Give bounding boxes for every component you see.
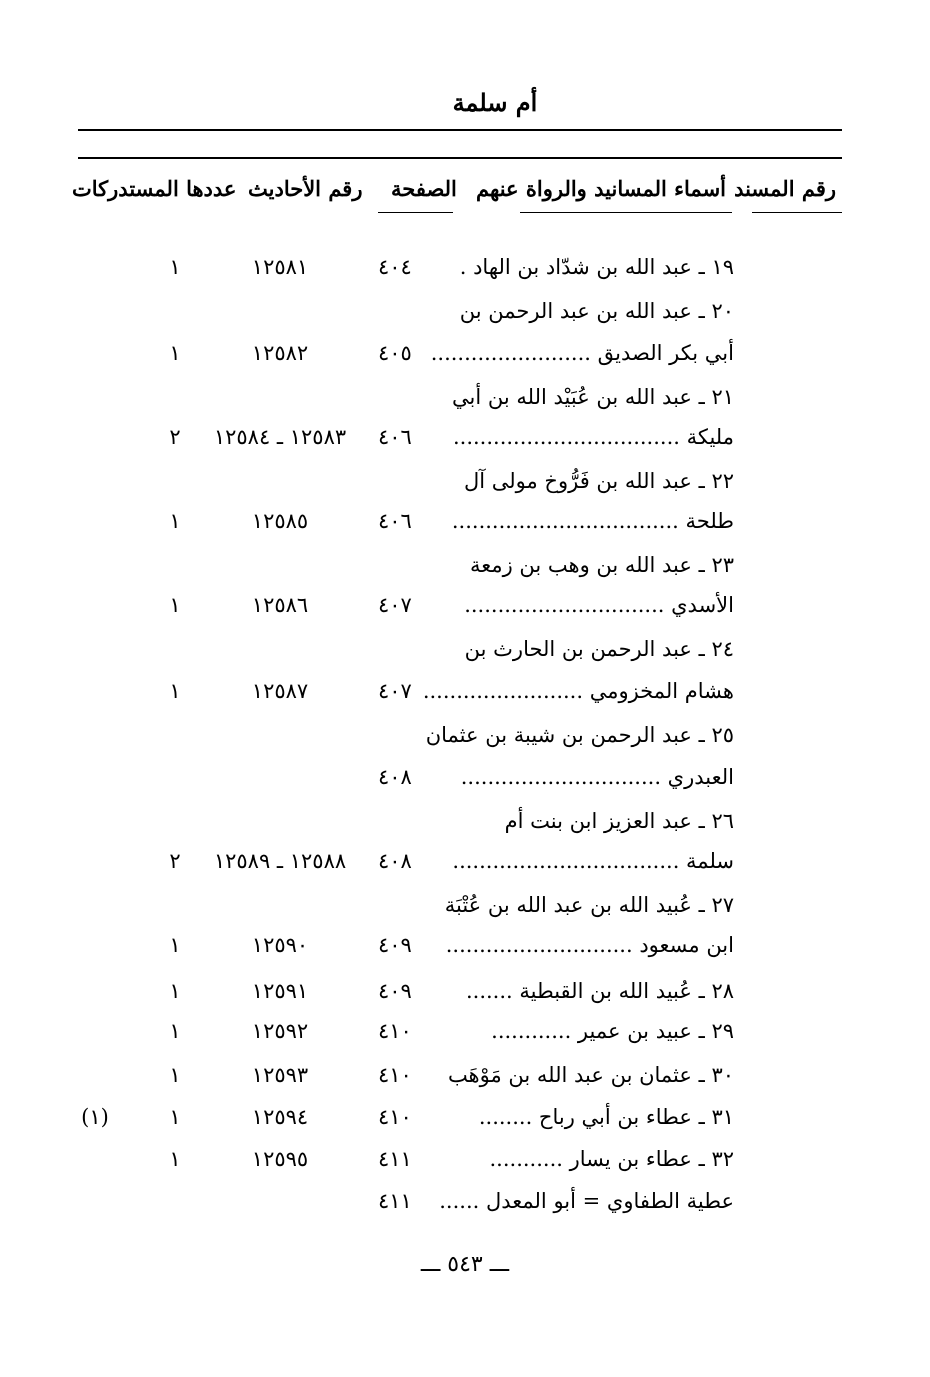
row-name: ٢١ ـ عبد الله بن عُبَيْد الله بن أبي (452, 385, 734, 409)
header-musnad-number: رقم المسند (734, 176, 836, 201)
row-count: ١ (169, 933, 181, 957)
row-hadith-numbers: ١٢٥٩١ (251, 979, 309, 1003)
row-page: ٤٠٧ (378, 593, 412, 617)
row-count: ١ (169, 979, 181, 1003)
running-head: أم سلمة (452, 88, 538, 117)
header-hadith-numbers: رقم الأحاديث (248, 176, 363, 201)
row-hadith-numbers: ١٢٥٩٢ (251, 1019, 309, 1043)
row-count: ١ (169, 255, 181, 279)
row-page: ٤٠٥ (378, 341, 412, 365)
row-count: ١ (169, 1019, 181, 1043)
row-hadith-numbers: ١٢٥٨٨ ـ ١٢٥٨٩ (213, 849, 347, 873)
row-name: ٢٧ ـ عُبيد الله بن عبد الله بن عُتْبَة (444, 893, 734, 917)
row-name: ١٩ ـ عبد الله بن شدّاد بن الهاد . (459, 255, 734, 279)
row-name: طلحة .................................. (451, 509, 734, 533)
row-hadith-numbers: ١٢٥٨٧ (251, 679, 309, 703)
folio-number: ـــ ٥٤٣ ـــ (420, 1252, 510, 1277)
row-name: عطية الطفاوي = أبو المعدل ...... (439, 1189, 734, 1213)
row-count: ١ (169, 1147, 181, 1171)
header-rule (78, 157, 842, 159)
row-hadith-numbers: ١٢٥٩٥ (251, 1147, 309, 1171)
row-page: ٤٠٩ (378, 979, 412, 1003)
row-name: ٢٦ ـ عبد العزيز ابن بنت أم (504, 809, 734, 833)
row-count: ١ (169, 679, 181, 703)
header-underline-page (378, 212, 453, 213)
row-hadith-numbers: ١٢٥٨٦ (251, 593, 309, 617)
row-count: ١ (169, 1063, 181, 1087)
header-count-mustadrakat: عددها المستدركات (72, 176, 237, 201)
row-name: ٢٣ ـ عبد الله بن وهب بن زمعة (469, 553, 734, 577)
row-page: ٤١١ (378, 1147, 412, 1171)
row-count: ٢ (169, 849, 181, 873)
row-page: ٤١٠ (378, 1105, 412, 1129)
header-underline-musnad (752, 212, 842, 213)
row-page: ٤٠٤ (378, 255, 412, 279)
row-name: هشام المخزومي ........................ (422, 679, 734, 703)
row-hadith-numbers: ١٢٥٩٠ (251, 933, 309, 957)
row-name: أبي بكر الصديق ........................ (430, 341, 734, 365)
row-name: ٣١ ـ عطاء بن أبي رباح ........ (478, 1105, 734, 1129)
row-count: ٢ (169, 425, 181, 449)
row-page: ٤٠٨ (378, 765, 412, 789)
row-hadith-numbers: ١٢٥٩٣ (251, 1063, 309, 1087)
row-page: ٤٠٦ (378, 425, 412, 449)
header-page: الصفحة (391, 176, 457, 201)
row-hadith-numbers: ١٢٥٨٣ ـ ١٢٥٨٤ (213, 425, 347, 449)
row-name: مليكة .................................. (452, 425, 734, 449)
row-name: ٣٢ ـ عطاء بن يسار ........... (489, 1147, 734, 1171)
row-name: ٢٢ ـ عبد الله بن فَرُّوخ مولى آل (463, 469, 734, 493)
row-page: ٤١٠ (378, 1019, 412, 1043)
row-hadith-numbers: ١٢٥٩٤ (251, 1105, 309, 1129)
row-count: ١ (169, 509, 181, 533)
row-name: ٢٥ ـ عبد الرحمن بن شيبة بن عثمان (425, 723, 734, 747)
row-name: ٢٤ ـ عبد الرحمن بن الحارث بن (464, 637, 734, 661)
row-page: ٤٠٩ (378, 933, 412, 957)
row-hadith-numbers: ١٢٥٨٢ (251, 341, 309, 365)
top-rule (78, 129, 842, 131)
row-name: ٢٩ ـ عبيد بن عمير ............ (491, 1019, 734, 1043)
row-page: ٤١١ (378, 1189, 412, 1213)
row-count: ١ (169, 341, 181, 365)
row-name: ٣٠ ـ عثمان بن عبد الله بن مَوْهَب (447, 1063, 734, 1087)
row-note: (١) (81, 1105, 109, 1129)
row-name: العبدري .............................. (460, 765, 734, 789)
row-page: ٤٠٨ (378, 849, 412, 873)
row-hadith-numbers: ١٢٥٨١ (251, 255, 309, 279)
row-name: ٢٨ ـ عُبيد الله بن القبطية ....... (465, 979, 734, 1003)
row-name: سلمة .................................. (452, 849, 734, 873)
row-count: ١ (169, 593, 181, 617)
row-page: ٤٠٦ (378, 509, 412, 533)
header-names: أسماء المسانيد والرواة عنهم (476, 176, 726, 201)
row-hadith-numbers: ١٢٥٨٥ (251, 509, 309, 533)
row-name: الأسدي .............................. (464, 593, 734, 617)
row-name: ٢٠ ـ عبد الله بن عبد الرحمن بن (459, 299, 734, 323)
header-underline-names (520, 212, 732, 213)
row-page: ٤٠٧ (378, 679, 412, 703)
row-page: ٤١٠ (378, 1063, 412, 1087)
row-count: ١ (169, 1105, 181, 1129)
row-name: ابن مسعود ............................ (445, 933, 734, 957)
